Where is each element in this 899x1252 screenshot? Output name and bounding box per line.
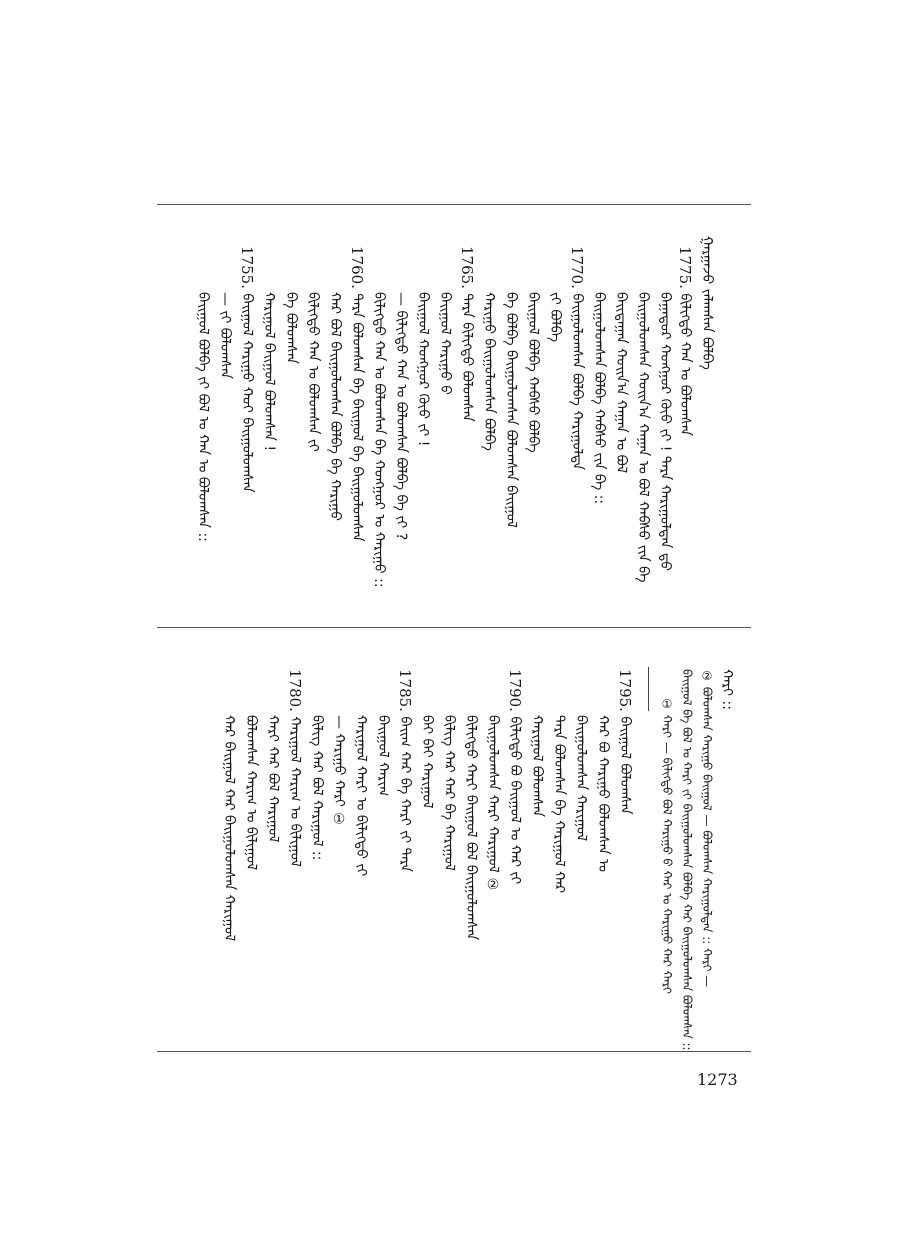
verse-line: ᠬᠠᠷᠢᠭᠤᠯ ᠬᠠᠷᠢ ᠤ ᠪᠢᠯᠢᠭᠲᠦ ᠶ᠋ᠢ <box>353 715 369 877</box>
upper-column <box>393 292 409 540</box>
verse-line: ᠪᠢᠯᠢᠭ ᠬᠠᠷ ᠪᠣᠯ ᠬᠠᠷᠢᠭᠤᠯ :: <box>309 715 325 861</box>
upper-column <box>459 246 475 422</box>
upper-column <box>371 292 387 588</box>
lower-column <box>221 715 237 941</box>
upper-column <box>415 292 431 446</box>
verse-line: — ᠪᠢᠯᠢᠭᠲᠦ ᠬᠠᠨ ᠤ ᠪᠣᠯᠤᠭᠰᠠᠨ ᠪᠣᠯᠪᠠ ᠪᠠ ᠶ᠋ᠢ ? <box>393 292 409 541</box>
verse-line: ᠪᠠᠢᠭᠤᠯᠤᠭᠰᠠᠨ ᠪᠣᠯᠪᠠ ᠬᠠᠪᠰᠤ ᠶ᠋ᠢᠨ ᠪᠠ :: <box>591 292 607 505</box>
lower-column <box>529 715 545 817</box>
lower-column <box>441 715 457 871</box>
verse-line: ᠶ᠋ᠢ ᠪᠣᠯᠪᠠ <box>547 292 563 343</box>
line-number: 1760. <box>348 246 366 289</box>
verse-line: ᠪᠠᠢᠭᠤᠯᠤᠭᠰᠠᠨ ᠬᠠᠷᠢ ᠬᠠᠷᠢᠭᠤᠯ ② <box>485 715 501 894</box>
verse-line: ᠬᠠᠷᠢ ᠬᠠᠷ ᠪᠣᠯ ᠬᠠᠷᠢᠭᠤᠯ <box>265 715 281 843</box>
verse-line: ᠪᠠᠢᠭᠤᠯ ᠬᠠᠷᠢᠭᠤ ᠬᠣᠢ ᠪᠠᠢᠭᠤᠯᠤᠭᠰᠠᠨ <box>239 293 255 493</box>
verse-line: ᠪᠢᠯᠢᠭᠲᠦ ᠬᠠᠨ ᠤ ᠪᠣᠯᠤᠭᠰᠠᠨ <box>677 293 693 436</box>
verse-line: ᠪᠠᠢᠭᠤᠯᠤᠭᠰᠠᠨ ᠬᠣᠢᠨ᠎ᠠ ᠬᠠᠭᠠᠨ ᠤ ᠪᠣᠯ ᠬᠠᠪᠰᠤ ᠶ᠋ᠢᠨ ᠪᠠ <box>635 292 651 583</box>
verse-line: ᠬᠠᠷ ᠪᠣ ᠬᠠᠷᠢᠭᠤ ᠪᠣᠯᠤᠭᠰᠠᠨ ᠤ <box>595 715 611 873</box>
verse-line: ᠪᠠᠢᠭᠤᠯ ᠪᠣᠯᠪᠠ ᠬᠠᠪᠰᠤ ᠪᠣᠯᠪᠠ <box>525 292 541 453</box>
verse-line: ᠲᠡᠷᠡ ᠪᠣᠯᠤᠭᠰᠠᠨ ᠪᠠ ᠪᠠᠢᠭᠤᠯ ᠪᠠ ᠪᠠᠢᠭᠤᠯᠤᠭᠰᠠᠨ <box>349 293 365 542</box>
lower-column <box>331 715 347 827</box>
footnote-line: ① ᠬᠠᠷᠢ — ᠪᠢᠯᠢᠭᠲᠦ ᠪᠣᠯ ᠬᠠᠷᠢᠭᠤ ᠪ ᠬᠠᠷ ᠤ ᠬᠠᠷᠢᠭᠤ ᠬᠠᠷ ᠬᠠᠷᠢ <box>660 697 674 994</box>
upper-column <box>283 292 299 364</box>
verse-line: ᠪᠠᠢᠭᠤᠯ ᠪᠣᠯᠪᠠ ᠶ᠋ᠢ ᠪᠣᠯ ᠤ ᠬᠠᠨ ᠤ ᠪᠣᠯᠤᠭᠰᠠᠨ :: <box>195 292 211 542</box>
footnote-line: ᠪᠠᠢᠭᠤᠯ ᠪᠠ ᠪᠣᠯ ᠤ ᠬᠠᠷᠢ ᠶ᠋ᠢ ᠪᠠᠢᠭᠤᠯᠤᠭᠰᠠᠨ ᠪᠣᠯᠪᠠ ᠬᠠᠷ ᠪᠠᠢᠭᠤᠯᠤᠭᠰᠠᠨ ᠪᠣᠯᠤᠭᠰᠠᠨ :: <box>680 669 694 1051</box>
line-number: 1755. <box>238 246 256 289</box>
lower-column <box>419 715 435 809</box>
lower-column <box>485 715 501 893</box>
page-number: 1273 <box>697 1070 738 1089</box>
upper-column <box>635 292 651 582</box>
verse-line: ᠲᠡᠷᠡ ᠪᠣᠯᠤᠭᠰᠠᠨ ᠪᠠ ᠬᠠᠷᠢᠭᠤᠯ ᠬᠠᠷ <box>551 715 567 894</box>
upper-column <box>547 292 563 342</box>
footnote-column <box>679 669 695 1051</box>
upper-column <box>699 236 715 370</box>
upper-column <box>591 292 607 504</box>
lower-column <box>573 715 589 841</box>
verse-line: ᠪᠠᠢᠭᠤᠯ ᠪᠣᠯᠤᠭᠰᠠᠨ <box>617 716 633 815</box>
upper-column <box>239 246 255 493</box>
lower-column <box>397 669 413 872</box>
footnote-line: ② ᠪᠣᠯᠤᠭᠰᠠᠨ ᠬᠠᠷᠢᠭᠤ ᠪᠠᠢᠭᠤᠯ — ᠪᠣᠯᠤᠭᠰᠠᠨ ᠬᠠᠷᠢᠭᠤᠯᠲᠠᠨ :: ᠬᠠᠷᠢ — <box>700 669 714 988</box>
verse-line: ᠪᠠᠢᠭᠤᠯ ᠬᠠᠷᠢᠭᠤ ᠪ <box>437 292 453 395</box>
lower-column <box>463 715 479 940</box>
lower-column <box>309 715 325 860</box>
line-number: 1770. <box>568 246 586 289</box>
verse-line: — ᠬᠠᠷᠢᠭᠤ ᠬᠠᠷᠢ ① <box>331 715 347 828</box>
lower-column <box>617 669 633 815</box>
verse-line: ᠪᠠᠢᠭᠤᠯ ᠬᠣᠩᠭᠣᠷ ᠬᠦᠦ ᠶ᠋ᠢ ! <box>415 292 431 447</box>
lower-text-block <box>157 627 751 1051</box>
verse-line: ᠪᠠᠢᠭᠤᠯᠤᠭᠰᠠᠨ ᠬᠠᠷᠢᠭᠤᠯ <box>573 715 589 842</box>
upper-text-block <box>157 204 751 627</box>
verse-line: ᠬᠠᠷᠢᠭᠤᠯ ᠪᠣᠯᠤᠭᠰᠠᠨ <box>529 715 545 818</box>
verse-line: ᠬᠠᠷᠢᠭᠤᠯ ᠬᠠᠷᠢᠭ ᠤ ᠪᠢᠯᠢᠭᠤᠯ <box>287 716 303 867</box>
upper-column <box>569 246 585 470</box>
verse-line: ᠪᠠ ᠪᠣᠯᠤᠭᠰᠠᠨ <box>283 292 299 364</box>
footnote-column <box>699 669 715 987</box>
verse-line: ᠪᠠᠢᠭᠤᠯ ᠬᠠᠷᠢᠭ <box>375 715 391 797</box>
verse-line: ᠪᠢᠯᠢᠭᠲᠦ ᠬᠠᠨ ᠤ ᠪᠣᠯᠤᠭᠰᠠᠨ ᠪᠠ ᠬᠣᠩᠭᠣᠷ ᠤ ᠬᠠᠷᠢᠭᠤ :: <box>371 292 387 588</box>
upper-column <box>305 292 321 452</box>
verse-line: ᠪᠠᠢᠭᠤᠯᠤᠭᠰᠠᠨ ᠪᠣᠯᠪᠠ ᠬᠠᠷᠢᠭᠤᠯᠲᠠ <box>569 293 585 470</box>
upper-column <box>657 292 673 571</box>
verse-line: — ᠶ᠋ᠢ ᠪᠣᠯᠤᠭᠰᠠᠨ <box>217 292 233 379</box>
verse-line: ᠪᠠᠭᠠᠲᠤᠷ ᠬᠣᠩᠭᠣᠷ ᠬᠦᠦ ᠶ᠋ᠢ ! ᠲᠡᠷᠡ ᠬᠠᠷᠢᠭᠤᠯᠲᠠᠨ ᠳ᠋ᠤ <box>657 292 673 572</box>
upper-column <box>261 292 277 451</box>
upper-column <box>481 292 497 451</box>
upper-column <box>503 292 519 528</box>
upper-column <box>349 246 365 542</box>
lower-column <box>551 715 567 893</box>
lower-column <box>375 715 391 796</box>
verse-line: ᠬᠠᠷ ᠪᠣᠯ ᠪᠠᠢᠭᠤᠯᠤᠭᠰᠠᠨ ᠪᠣᠯᠪᠠ ᠪᠠ ᠬᠠᠷᠢᠭᠤ <box>327 292 343 522</box>
footnote-column <box>659 697 675 994</box>
lower-column <box>595 715 611 872</box>
verse-line: ᠪᠢᠯᠢᠭᠲᠦ ᠬᠠᠨ ᠤ ᠪᠣᠯᠤᠭᠰᠠᠨ ᠶ᠋ᠢ <box>305 292 321 452</box>
verse-line: ᠲᠡᠷᠡ ᠪᠢᠯᠢᠭᠲᠦ ᠪᠣᠯᠤᠭᠰᠠᠨ <box>459 293 475 422</box>
footnote-separator <box>648 667 649 711</box>
lower-column <box>353 715 369 876</box>
lower-column <box>287 669 303 867</box>
upper-column <box>217 292 233 379</box>
upper-column <box>525 292 541 453</box>
lower-column <box>719 669 735 710</box>
upper-column <box>613 292 629 473</box>
verse-line: ᠪᠢᠯᠢᠭᠲᠦ ᠬᠠᠷᠢ ᠪᠠᠢᠭᠤᠯ ᠪᠣᠯ ᠪᠠᠢᠭᠤᠯᠤᠭᠰᠠᠨ <box>463 715 479 941</box>
verse-line: ᠪᠠᠢ ᠪᠠᠢ ᠬᠠᠷᠢᠭᠤᠯ <box>419 715 435 809</box>
upper-column <box>327 292 343 521</box>
line-number: 1785. <box>396 669 414 712</box>
line-number: 1765. <box>458 246 476 289</box>
bottom-rule <box>157 1051 751 1052</box>
lower-column <box>265 715 281 842</box>
verse-line: ᠭᠠᠷᠭᠠᠵᠤ ᠵᠠᠯᠠᠭᠰᠠᠨ ᠪᠣᠯᠪᠠ <box>699 236 715 370</box>
upper-column <box>437 292 453 395</box>
verse-line: ᠪᠢᠯᠢᠭᠲᠦ ᠪᠣ ᠪᠠᠢᠭᠤᠯ ᠤ ᠬᠠᠷ ᠶ᠋ᠢ <box>507 716 523 885</box>
verse-line: ᠪᠠᠢᠲᠠᠭᠠᠨ ᠬᠣᠢᠨ᠎ᠠ ᠬᠠᠭᠠᠨ ᠤ ᠪᠣᠯ <box>613 292 629 474</box>
lower-column <box>507 669 523 884</box>
verse-line: ᠪᠣᠯᠤᠭᠰᠠᠨ ᠬᠠᠷᠢᠭ ᠤ ᠪᠢᠯᠢᠭᠤᠯ <box>243 715 259 871</box>
verse-line: ᠪᠠᠢᠭ ᠬᠠᠷ ᠪᠠ ᠬᠠᠷᠢ ᠶ᠋ᠢ ᠲᠡᠷᠡ <box>397 716 413 872</box>
line-number: 1795. <box>616 669 634 712</box>
line-number: 1780. <box>286 669 304 712</box>
verse-line: ᠪᠠ ᠪᠣᠯᠪᠠ ᠪᠠᠢᠭᠤᠯᠤᠭᠰᠠᠨ ᠪᠣᠯᠤᠭᠰᠠᠨ ᠪᠠᠢᠭᠤᠯ <box>503 292 519 528</box>
verse-line: ᠬᠠᠷ ᠪᠠᠢᠭᠤᠯ ᠬᠠᠷ ᠪᠠᠢᠭᠤᠯᠤᠭᠰᠠᠨ ᠬᠠᠷᠢᠭᠤᠯ <box>221 715 237 942</box>
verse-line: ᠪᠢᠯᠢᠭ ᠬᠠᠷ ᠬᠠᠷ ᠪᠠ ᠬᠠᠷᠢᠭᠤᠯ <box>441 715 457 871</box>
verse-line: ᠬᠠᠷᠢ :: <box>719 669 735 710</box>
upper-column <box>195 292 211 542</box>
verse-line: ᠬᠠᠷᠢᠭᠤᠯ ᠪᠠᠢᠭᠤᠯ ᠪᠣᠯᠤᠭᠰᠠᠨ ! <box>261 292 277 452</box>
upper-column <box>677 246 693 436</box>
lower-column <box>243 715 259 870</box>
line-number: 1790. <box>506 669 524 712</box>
verse-line: ᠬᠠᠷᠢᠭᠤ ᠪᠠᠢᠭᠤᠯᠤᠭᠰᠠᠨ ᠪᠣᠯᠪᠠ <box>481 292 497 451</box>
line-number: 1775. <box>676 246 694 289</box>
